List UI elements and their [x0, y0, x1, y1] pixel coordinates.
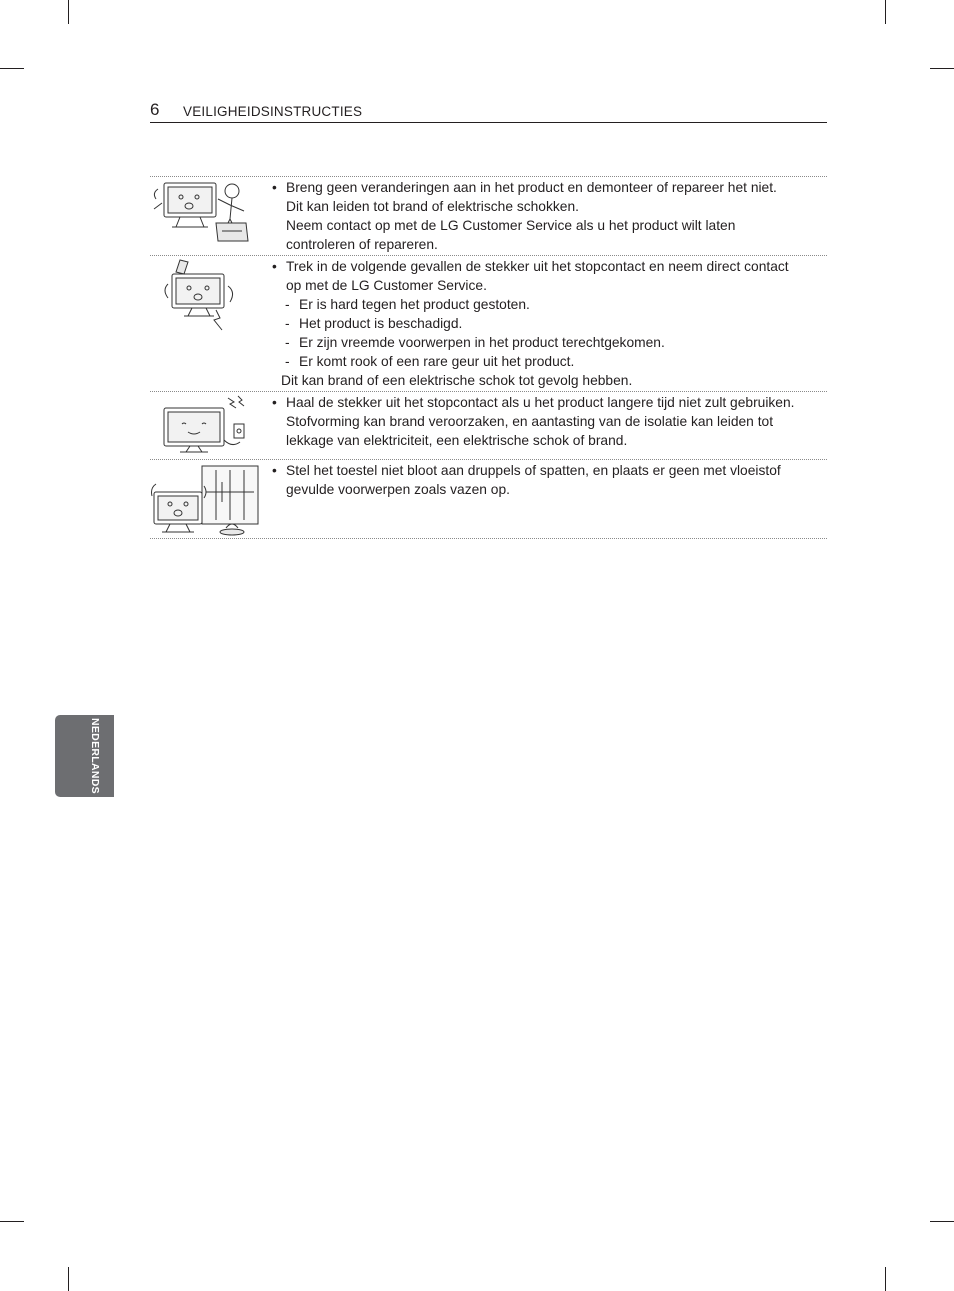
crop-mark	[0, 68, 24, 69]
page-header	[150, 100, 827, 123]
bullet-line: lekkage van elektriciteit, een elektrische schok of brand.	[286, 433, 628, 448]
bullet-item	[272, 393, 827, 450]
bullet-line: Haal de stekker uit het stopcontact als u het product langere tijd niet zult gebruiken.	[286, 395, 795, 410]
crop-mark	[930, 1221, 954, 1222]
sub-item: - Er komt rook of een rare geur uit het product.	[285, 354, 575, 369]
bullet-icon: •	[272, 259, 277, 274]
safety-row	[150, 460, 827, 539]
crop-mark	[68, 0, 69, 24]
language-tab	[55, 715, 114, 797]
bullet-item	[272, 461, 827, 499]
tv-unplug-illustration	[150, 394, 262, 458]
bullet-line: op met de LG Customer Service.	[286, 278, 487, 293]
bullet-line: controleren of repareren.	[286, 237, 438, 252]
tv-water-illustration	[150, 462, 262, 536]
bullet-icon: •	[272, 463, 277, 478]
tv-repair-illustration	[150, 179, 262, 253]
bullet-line: Trek in de volgende gevallen de stekker uit het stopcontact en neem direct contact	[286, 259, 789, 274]
safety-row	[150, 256, 827, 392]
bullet-line: Stel het toestel niet bloot aan druppels of spatten, en plaats er geen met vloeistof	[286, 463, 781, 478]
sub-item: - Het product is beschadigd.	[285, 316, 463, 331]
closing-note: Dit kan brand of een elektrische schok tot gevolg hebben.	[281, 373, 633, 388]
bullet-icon: •	[272, 395, 277, 410]
tv-impact-illustration	[150, 258, 262, 332]
row-text	[272, 460, 827, 502]
bullet-item	[272, 178, 827, 254]
bullet-icon: •	[272, 180, 277, 195]
bullet-item	[272, 257, 827, 295]
bullet-line: gevulde voorwerpen zoals vazen op.	[286, 482, 510, 497]
page-number: 6	[150, 100, 160, 119]
bullet-line: Breng geen veranderingen aan in het product en demonteer of repareer het niet.	[286, 180, 777, 195]
crop-mark	[68, 1267, 69, 1291]
bullet-line: Dit kan leiden tot brand of elektrische schokken.	[286, 199, 579, 214]
safety-row	[150, 177, 827, 256]
section-title: VEILIGHEIDSINSTRUCTIES	[183, 104, 363, 119]
bullet-line: Neem contact op met de LG Customer Service als u het product wilt laten	[286, 218, 736, 233]
sub-item: - Er is hard tegen het product gestoten.	[285, 297, 530, 312]
crop-mark	[885, 0, 886, 24]
sub-item: - Er zijn vreemde voorwerpen in het product terechtgekomen.	[285, 335, 665, 350]
language-tab-label: NEDERLANDS	[89, 718, 101, 794]
row-text	[272, 392, 827, 453]
crop-mark	[0, 1221, 24, 1222]
row-text	[272, 256, 827, 393]
safety-table	[150, 176, 827, 539]
bullet-line: Stofvorming kan brand veroorzaken, en aantasting van de isolatie kan leiden tot	[286, 414, 774, 429]
crop-mark	[930, 68, 954, 69]
crop-mark	[885, 1267, 886, 1291]
safety-row	[150, 392, 827, 460]
row-text	[272, 177, 827, 257]
